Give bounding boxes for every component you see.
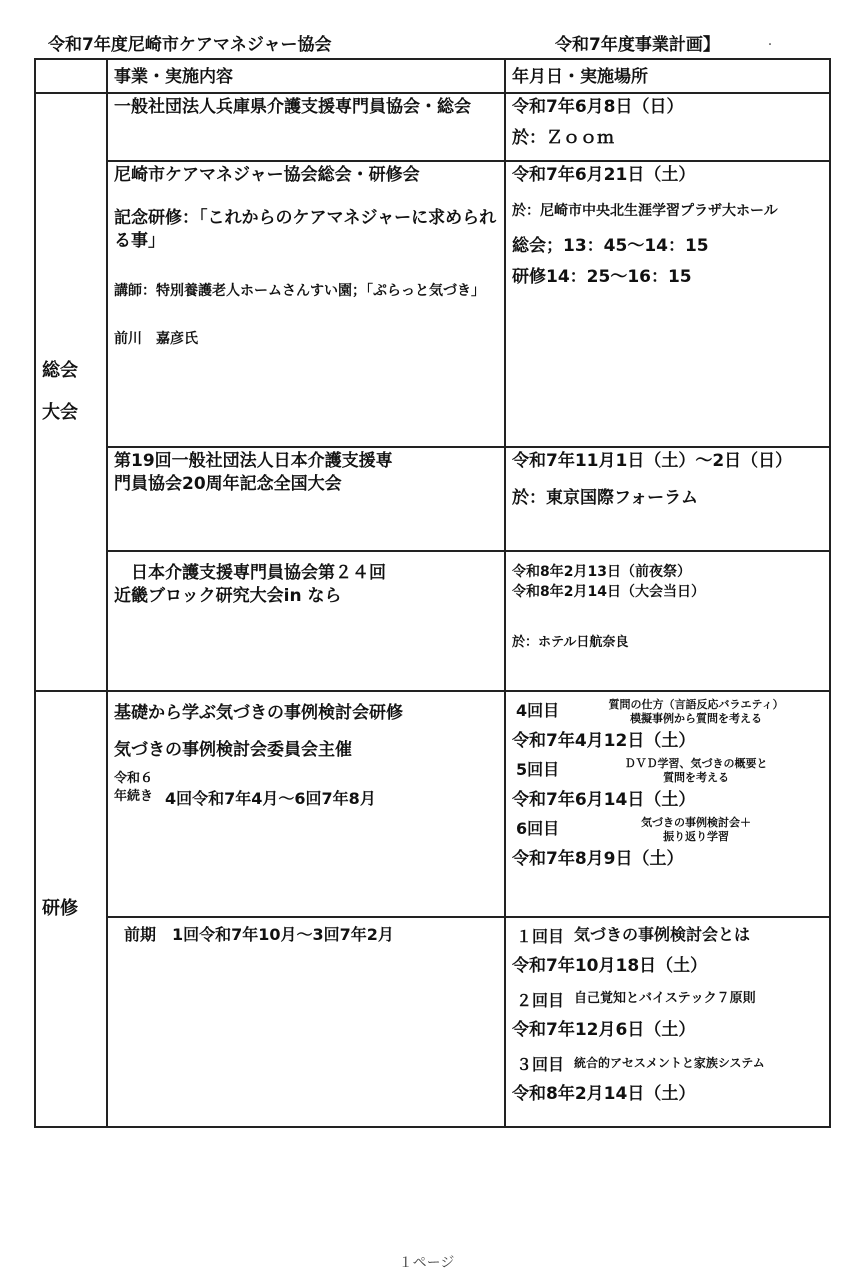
page-number: １ページ xyxy=(398,1255,455,1271)
row2-content: 尼崎市ケアマネジャー協会総会・研修会 xyxy=(114,165,420,185)
row2-date-place xyxy=(505,161,830,447)
session-5 xyxy=(512,757,823,785)
row3-place: 於：東京国際フォーラム xyxy=(512,488,698,508)
session-4 xyxy=(512,698,823,726)
plan-table xyxy=(34,58,831,1128)
session-5-desc1: ＤＶＤ学習、気づきの概要と xyxy=(624,757,768,770)
row3-date: 令和7年11月1日（土）～2日（日） xyxy=(512,451,793,471)
session-2-num: ２回目 xyxy=(516,991,565,1010)
session-6 xyxy=(512,816,823,844)
session-4-num: 4回目 xyxy=(516,701,560,720)
plan-title: 令和7年度事業計画】 xyxy=(555,35,720,55)
category-soukai-line2: 大会 xyxy=(42,402,78,423)
org-title: 令和7年度尼崎市ケアマネジャー協会 xyxy=(48,35,332,55)
row5-host: 気づきの事例検討会委員会主催 xyxy=(114,740,352,760)
row3-date-place xyxy=(505,447,830,551)
row5-content-cell xyxy=(107,691,505,917)
row5-cont-label2: 年続き xyxy=(114,789,154,804)
row4-date-place xyxy=(505,551,830,691)
stray-dot: ・ xyxy=(765,40,775,51)
session-4-desc2: 模擬事例から質問を考える xyxy=(630,712,763,725)
table-row xyxy=(35,551,830,691)
row6-period: 前期 1回令和7年10月～3回7年2月 xyxy=(124,925,394,944)
session-6-num: 6回目 xyxy=(516,819,560,838)
row3-content-line2: 門員協会20周年記念全国大会 xyxy=(114,474,342,494)
row1-place: 於：Ｚｏｏｍ xyxy=(512,128,614,148)
session-1-num: １回目 xyxy=(516,927,565,946)
session-6-desc xyxy=(569,816,823,844)
row2-date: 令和7年6月21日（土） xyxy=(512,165,696,185)
table-row xyxy=(35,691,830,917)
row2-time-training: 研修14：25～16：15 xyxy=(512,267,692,287)
session-4-date: 令和7年4月12日（土） xyxy=(512,731,696,751)
session-6-desc1: 気づきの事例検討会＋ xyxy=(641,816,752,829)
row1-date-place xyxy=(505,93,830,161)
session-6-desc2: 振り返り学習 xyxy=(663,830,730,843)
row5-cont-period: 4回令和7年4月～6回7年8月 xyxy=(165,789,376,808)
row2-content-cell xyxy=(107,161,505,447)
category-kenshu xyxy=(35,691,107,1127)
header-content: 事業・実施内容 xyxy=(107,59,505,93)
row1-date: 令和7年6月8日（日） xyxy=(512,97,684,117)
row3-content-cell xyxy=(107,447,505,551)
session-5-desc2: 質問を考える xyxy=(663,771,730,784)
row2-lecturer-name: 前川 嘉彦氏 xyxy=(114,331,198,347)
table-row xyxy=(35,917,830,1127)
session-1-desc: 気づきの事例検討会とは xyxy=(574,925,751,944)
row4-content-line1: 日本介護支援専門員協会第２４回 xyxy=(114,563,386,583)
session-5-desc xyxy=(569,757,823,785)
row5-cont-label xyxy=(114,770,153,806)
table-row xyxy=(35,447,830,551)
session-2-date: 令和7年12月6日（土） xyxy=(512,1020,696,1040)
header-blank-cell xyxy=(35,59,107,93)
row5-sessions xyxy=(505,691,830,917)
row4-place: 於：ホテル日航奈良 xyxy=(512,635,629,650)
row6-sessions xyxy=(505,917,830,1127)
session-2-desc: 自己覚知とバイステック７原則 xyxy=(574,991,756,1006)
session-3 xyxy=(512,1052,823,1075)
row4-date2: 令和8年2月14日（大会当日） xyxy=(512,584,705,600)
row1-content: 一般社団法人兵庫県介護支援専門員協会・総会 xyxy=(107,93,505,161)
row2-place: 於：尼崎市中央北生涯学習プラザ大ホール xyxy=(512,203,778,219)
header-date-place: 年月日・実施場所 xyxy=(505,59,830,93)
session-3-num: ３回目 xyxy=(516,1055,565,1074)
row3-content-line1: 第19回一般社団法人日本介護支援専 xyxy=(114,451,393,471)
table-row xyxy=(35,161,830,447)
row2-lecturer: 講師：特別養護老人ホームさんすい園；「ぷらっと気づき」 xyxy=(114,283,485,299)
row2-time-general: 総会；13：45～14：15 xyxy=(512,236,709,256)
session-5-num: 5回目 xyxy=(516,760,560,779)
row6-content-cell xyxy=(107,917,505,1127)
category-soukai xyxy=(35,93,107,691)
session-1 xyxy=(512,924,823,947)
session-5-date: 令和7年6月14日（土） xyxy=(512,790,696,810)
row5-title: 基礎から学ぶ気づきの事例検討会研修 xyxy=(114,703,403,723)
session-4-desc1: 質問の仕方（言語反応バラエティ） xyxy=(608,698,784,711)
session-2 xyxy=(512,988,823,1011)
table-header-row xyxy=(35,59,830,93)
row2-memorial: 記念研修：「これからのケアマネジャーに求められる事」 xyxy=(114,208,497,251)
row4-date1: 令和8年2月13日（前夜祭） xyxy=(512,564,691,580)
row4-content-cell xyxy=(107,551,505,691)
session-4-desc xyxy=(569,698,823,726)
row4-content-line2: 近畿ブロック研究大会in なら xyxy=(114,586,342,606)
row5-cont-label1: 令和６ xyxy=(114,771,154,786)
row5-continuation xyxy=(114,770,498,810)
session-3-date: 令和8年2月14日（土） xyxy=(512,1084,696,1104)
session-3-desc: 統合的アセスメントと家族システム xyxy=(574,1056,765,1070)
category-kenshu-label: 研修 xyxy=(42,898,78,919)
table-row xyxy=(35,93,830,161)
session-1-date: 令和7年10月18日（土） xyxy=(512,956,708,976)
session-6-date: 令和7年8月9日（土） xyxy=(512,849,684,869)
category-soukai-line1: 総会 xyxy=(42,360,78,381)
